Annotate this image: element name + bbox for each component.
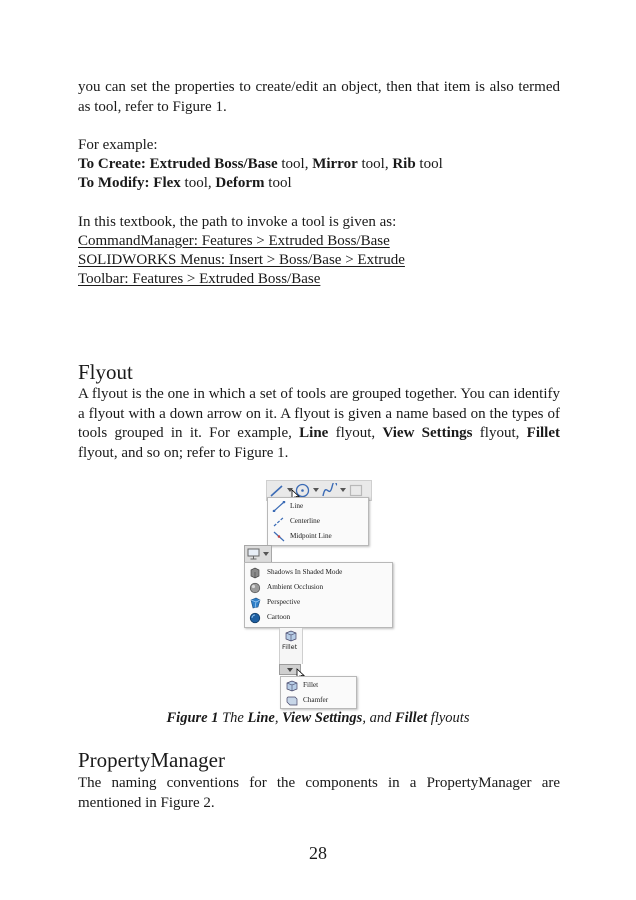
chamfer-icon xyxy=(285,695,299,707)
flyout-paragraph xyxy=(78,385,560,463)
create-item-suffix: tool, xyxy=(277,156,313,172)
modify-example-line xyxy=(78,174,292,193)
caption-term: Line xyxy=(247,710,275,726)
fillet-flyout-arrow[interactable] xyxy=(279,664,301,675)
menu-item-label: Ambient Occlusion xyxy=(267,583,324,591)
flyout-term-line: Line xyxy=(299,425,329,441)
path-commandmanager: CommandManager: Features > Extruded Boss/Base xyxy=(78,233,390,249)
midpoint-line-icon xyxy=(272,531,286,542)
menu-item-chamfer[interactable] xyxy=(281,693,356,708)
modify-label: To Modify: xyxy=(78,175,150,191)
flyout-text: flyout, xyxy=(328,425,383,441)
view-settings-flyout-menu xyxy=(244,562,393,628)
fillet-flyout-menu xyxy=(280,676,357,709)
propertymanager-paragraph: The naming conventions for the components in a PropertyManager are mentioned in Figure 2. xyxy=(78,775,560,811)
sphere-icon xyxy=(249,582,261,594)
line-flyout-menu xyxy=(267,497,369,546)
centerline-icon xyxy=(272,516,286,527)
fillet-button[interactable] xyxy=(279,628,303,664)
menu-item-label: Chamfer xyxy=(303,696,329,704)
modify-item-suffix: tool xyxy=(264,175,292,191)
chevron-down-icon[interactable] xyxy=(340,488,346,493)
line-icon[interactable] xyxy=(270,484,284,497)
create-item-name: Rib xyxy=(392,156,416,172)
fillet-button-label: Fillet xyxy=(282,643,298,651)
caption-text: , xyxy=(274,710,283,726)
flyout-term-fillet: Fillet xyxy=(526,425,560,441)
fillet-icon xyxy=(285,680,299,692)
flyout-text: flyout, and so on; refer to Figure 1. xyxy=(78,444,289,461)
spline-icon[interactable] xyxy=(322,483,338,498)
propertymanager-heading: PropertyManager xyxy=(78,748,225,772)
menu-item-ambient-occlusion[interactable] xyxy=(245,580,392,595)
figure-caption xyxy=(0,709,636,728)
menu-item-label: Perspective xyxy=(267,598,301,606)
caption-term: View Settings xyxy=(282,710,363,726)
modify-item-suffix: tool, xyxy=(180,175,216,191)
flyout-term-view-settings: View Settings xyxy=(382,425,473,441)
modify-item-name: Flex xyxy=(153,175,181,191)
intro-paragraph: you can set the properties to create/edit an object, then that item is also termed as tool, refer to Figure 1. xyxy=(78,79,560,115)
caption-text: , and xyxy=(362,710,395,726)
cartoon-sphere-icon xyxy=(249,612,261,624)
create-item-suffix: tool, xyxy=(357,156,393,172)
flyout-text: A flyout is the one in which a set of tools are grouped together. You can identify a flyout with a down arrow on it. A flyout is given a name based on the types of tools grouped in it. For example, xyxy=(78,386,560,441)
create-item-name: Mirror xyxy=(312,156,358,172)
menu-item-fillet[interactable] xyxy=(281,678,356,693)
line-icon xyxy=(272,501,286,512)
menu-item-label: Shadows In Shaded Mode xyxy=(267,568,343,576)
shadow-cube-icon xyxy=(249,567,261,579)
caption-term: Fillet xyxy=(394,710,428,726)
perspective-cube-icon xyxy=(249,597,261,609)
create-item-name: Extruded Boss/Base xyxy=(149,156,278,172)
path-lead: In this textbook, the path to invoke a tool is given as: xyxy=(78,214,397,230)
path-toolbar: Toolbar: Features > Extruded Boss/Base xyxy=(78,271,321,287)
page-number: 28 xyxy=(309,843,327,863)
menu-item-line[interactable] xyxy=(268,499,368,514)
menu-item-perspective[interactable] xyxy=(245,595,392,610)
menu-item-centerline[interactable] xyxy=(268,514,368,529)
view-settings-button[interactable] xyxy=(244,545,272,563)
menu-item-label: Line xyxy=(290,502,304,510)
menu-item-shadows[interactable] xyxy=(245,565,392,580)
fillet-cube-icon xyxy=(284,630,298,642)
flyout-heading: Flyout xyxy=(78,360,133,384)
menu-item-label: Cartoon xyxy=(267,613,291,621)
create-label: To Create: xyxy=(78,156,146,172)
menu-item-label: Fillet xyxy=(303,681,319,689)
caption-text: The xyxy=(218,710,248,726)
monitor-icon xyxy=(247,548,261,560)
menu-item-cartoon[interactable] xyxy=(245,610,392,625)
chevron-down-icon xyxy=(263,552,269,557)
menu-item-midpoint-line[interactable] xyxy=(268,529,368,544)
caption-label: Figure 1 xyxy=(166,710,219,726)
modify-item-name: Deform xyxy=(215,175,265,191)
menu-item-label: Centerline xyxy=(290,517,320,525)
create-example-line xyxy=(78,155,443,174)
chevron-down-icon[interactable] xyxy=(313,488,319,493)
example-lead: For example: xyxy=(78,137,158,153)
create-item-suffix: tool xyxy=(415,156,443,172)
path-menus: SOLIDWORKS Menus: Insert > Boss/Base > Extrude xyxy=(78,252,405,268)
chevron-down-icon xyxy=(287,668,293,672)
rectangle-icon[interactable] xyxy=(349,484,363,497)
menu-item-label: Midpoint Line xyxy=(290,532,332,540)
flyout-text: flyout, xyxy=(472,425,527,441)
caption-text: flyouts xyxy=(427,710,470,726)
